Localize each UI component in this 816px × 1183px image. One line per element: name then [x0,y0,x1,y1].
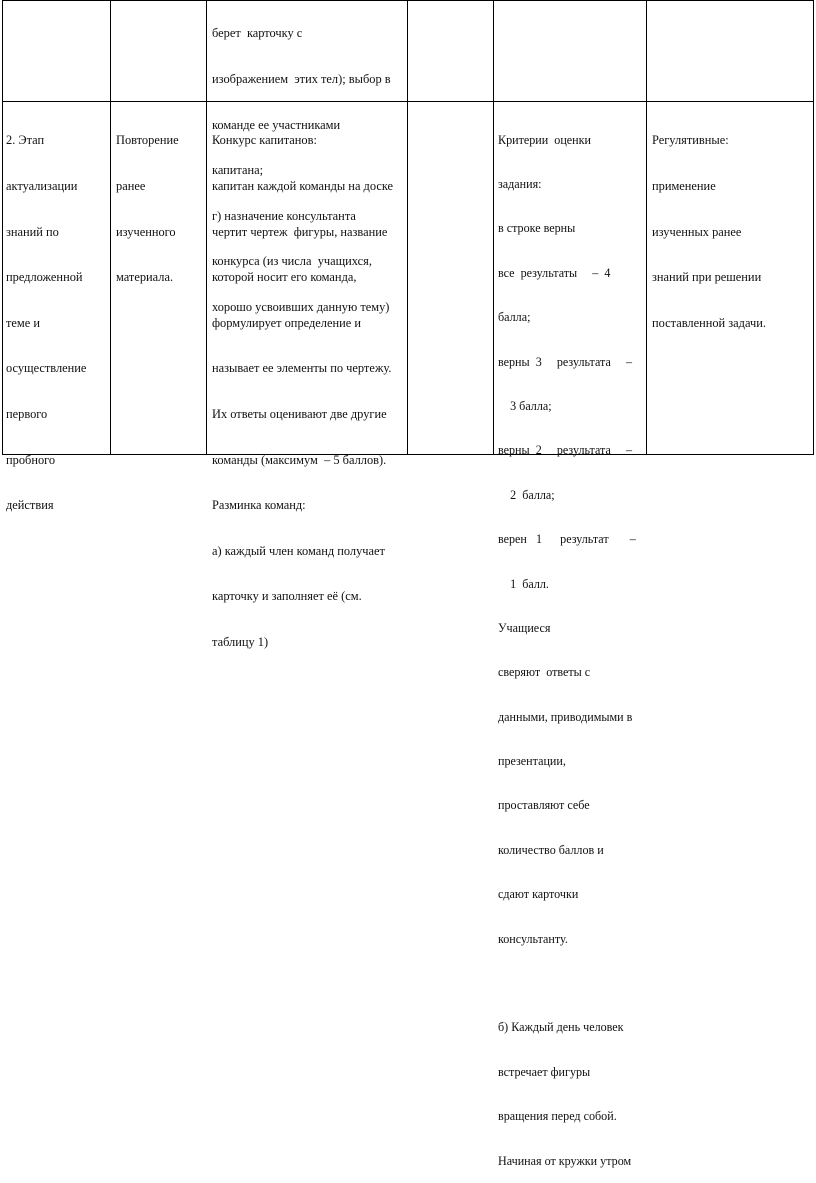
text-line: все результаты – 4 [498,265,611,280]
method-cell [116,103,179,301]
text-line: количество баллов и [498,842,604,857]
text-line [498,976,636,991]
criteria-cell [498,103,636,1183]
text-line: верен 1 результат – [498,532,636,547]
text-line: применение [652,179,716,193]
col-border-2 [206,0,207,455]
text-line: презентации, [498,754,566,769]
text-line: Учащиеся [498,620,551,635]
text-line: Регулятивные: [652,133,729,148]
text-line: 3 балла; [498,398,552,413]
text-line: знаний при решении [652,270,762,285]
col-border-4 [493,0,494,455]
text-line: пробного [6,452,56,467]
text-line: формулирует определение и [212,315,361,330]
text-line: изображением этих тел); выбор в [212,72,391,86]
text-line: ранее [116,179,146,193]
text-line: предложенной [6,270,83,285]
text-line: капитан каждой команды на доске [212,179,394,193]
activity-cell [212,103,393,665]
text-line: Конкурс капитанов: [212,133,317,148]
text-line: изученных ранее [652,224,742,239]
text-line: действия [6,498,54,513]
text-line: актуализации [6,179,78,193]
text-line: 2. Этап [6,133,45,148]
table-bottom-border [2,454,814,455]
col-border-1 [110,0,111,455]
text-line: таблицу 1) [212,634,269,649]
text-line: балла; [498,310,531,325]
text-line: Начиная от кружки утром [498,1153,632,1168]
text-line: Их ответы оценивают две другие [212,406,387,421]
text-line: а) каждый член команд получает [212,543,385,558]
text-line: капитана; [212,163,264,178]
text-line: проставляют себе [498,798,590,813]
text-line: Критерии оценки [498,132,591,147]
text-line: 2 балла; [498,487,555,502]
text-line: г) назначение консультанта [212,208,356,223]
text-line: конкурса (из числа учащихся, [212,254,372,269]
col-border-3 [407,0,408,455]
text-line: знаний по [6,224,59,239]
table-top-border [2,0,814,1]
text-line: команде ее участниками [212,117,341,132]
text-line: поставленной задачи. [652,315,766,330]
text-line: называет ее элементы по чертежу. [212,361,392,376]
text-line: осуществление [6,361,87,376]
text-line: верны 3 результата – [498,354,633,369]
stage-cell [6,103,86,529]
text-line: первого [6,406,48,421]
uud-cell [652,103,766,346]
text-line: карточку и заполняет её (см. [212,589,362,604]
text-line: материала. [116,270,174,285]
text-line: встречает фигуры [498,1064,591,1079]
text-line: Повторение [116,133,179,148]
text-line: команды (максимум – 5 баллов). [212,452,387,467]
text-line: изученного [116,224,176,239]
text-line: берет карточку с [212,26,303,41]
text-line: чертит чертеж фигуры, название [212,224,388,239]
text-line: сверяют ответы с [498,665,591,680]
col-border-left [2,0,3,455]
text-line: в строке верны [498,221,576,236]
text-line: данными, приводимыми в [498,709,633,724]
text-line: б) Каждый день человек [498,1020,624,1035]
text-line: теме и [6,315,40,330]
text-line: Разминка команд: [212,498,306,513]
text-line: которой носит его команда, [212,270,357,285]
text-line: задания: [498,176,542,191]
text-line: консультанту. [498,931,568,946]
text-line: вращения перед собой. [498,1109,617,1124]
col-border-right [813,0,814,455]
text-line: хорошо усвоивших данную тему) [212,299,390,314]
text-line: верны 2 результата – [498,443,633,458]
row-divider [2,101,814,102]
col-border-5 [646,0,647,455]
text-line: сдают карточки [498,887,579,902]
text-line: 1 балл. [498,576,549,591]
